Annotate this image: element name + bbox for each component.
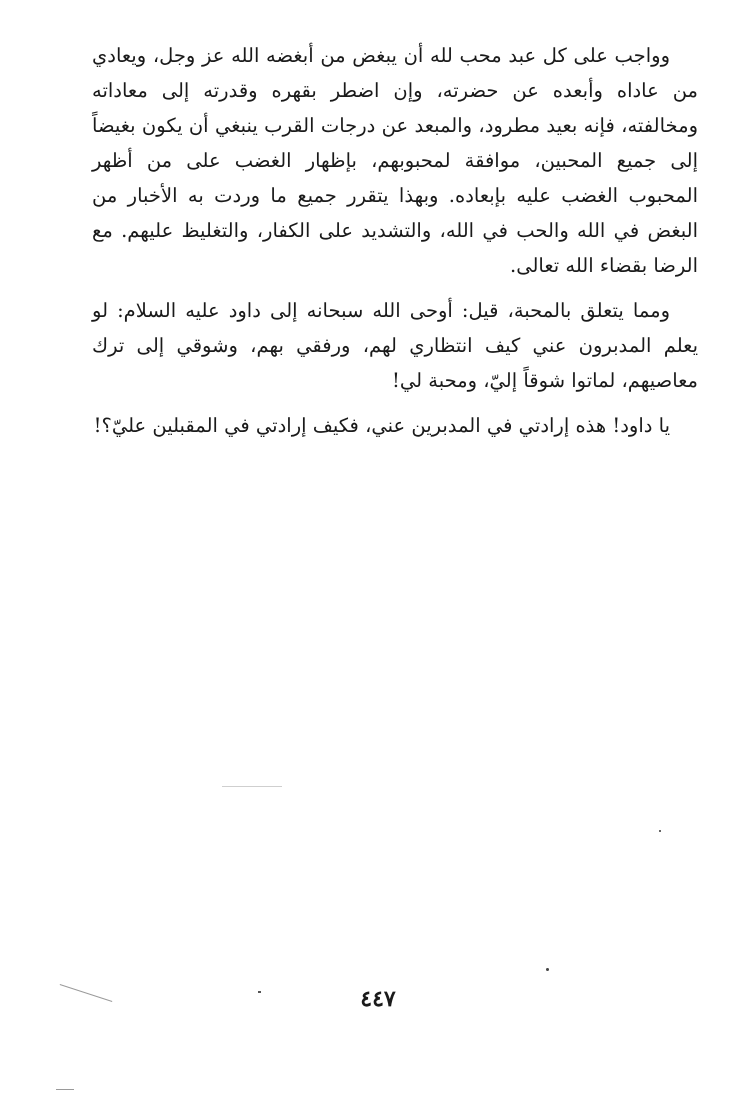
page-number: ٤٤٧ [360,986,396,1012]
paragraph-revelation-to-david: ومما يتعلق بالمحبة، قيل: أوحى الله سبحانه إلى داود عليه السلام: لو يعلم المدبرون عني كيف انتظاري لهم، ورفقي بهم، وشوقي إلى ترك معاصيهم، لماتوا شوقاً إليّ، ومحبة لي! [92,299,698,392]
scan-artifact [546,968,549,971]
scan-artifact [222,786,282,787]
scan-artifact [56,1089,74,1090]
scan-artifact [659,830,661,832]
body-text [92,38,698,443]
paragraph-hatred-for-god: وواجب على كل عبد محب لله أن يبغض من أبغضه الله عز وجل، ويعادي من عاداه وأبعده عن حضرته، وإن اضطر بقهره وقدرته إلى معاداته ومخالفته، فإنه بعيد مطرود، والمبعد عن درجات القرب ينبغي أن يكون بغيضاً إلى جميع المحبين، موافقة لمحبوبهم، بإظهار الغضب على من أظهر المحبوب الغضب عليه بإبعاده. وبهذا يتقرر جميع ما وردت به الأخبار من البغض في الله والحب في الله، والتشديد على الكفار، والتغليظ عليهم. مع الرضا بقضاء الله تعالى. [92,44,698,277]
paragraph-closing-quote: يا داود! هذه إرادتي في المدبرين عني، فكيف إرادتي في المقبلين عليّ؟! [93,414,670,437]
scan-artifact [258,991,261,993]
